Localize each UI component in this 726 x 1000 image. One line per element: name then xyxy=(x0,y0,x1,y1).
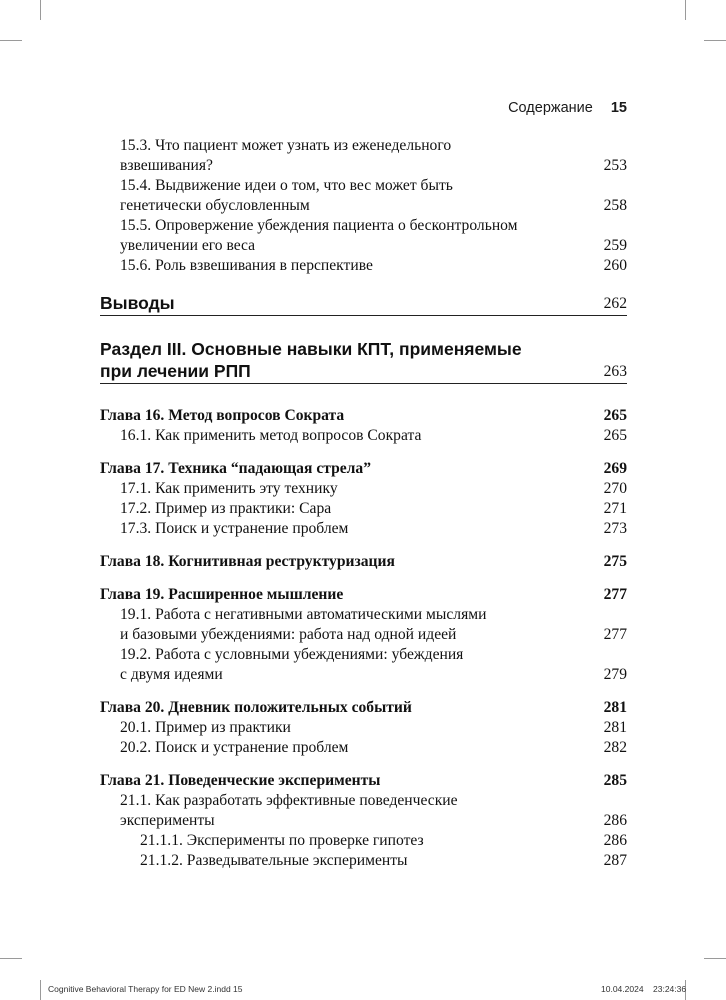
toc-entry-title xyxy=(100,698,627,718)
crop-mark xyxy=(40,980,41,1000)
toc-entry-chapter xyxy=(100,771,627,791)
toc-entry-title xyxy=(100,406,627,426)
toc-spacer xyxy=(100,384,627,406)
toc-entry-section xyxy=(100,338,627,384)
toc-entry-sub xyxy=(100,256,627,276)
toc-entry-line: 17.2. Пример из практики: Сара xyxy=(120,500,332,517)
toc-entry-line: взвешивания? xyxy=(120,157,213,174)
toc-entry-line: Раздел III. Основные навыки КПТ, применяемые xyxy=(100,339,522,359)
toc-entry-line: при лечении РПП xyxy=(100,361,251,381)
toc-entry-line: 21.1. Как разработать эффективные поведенческие xyxy=(120,792,458,809)
toc-page-number: 260 xyxy=(603,257,627,274)
toc-entry-sub xyxy=(100,738,627,758)
toc-entry-title xyxy=(120,426,627,446)
footer-time: 23:24:36 xyxy=(653,984,687,994)
toc-entry-line: и базовыми убеждениями: работа над одной идеей xyxy=(120,626,457,643)
toc-page-number: 287 xyxy=(603,852,627,869)
toc-entry-line: 19.1. Работа с негативными автоматическими мыслями xyxy=(120,606,487,623)
toc-entry-line: 19.2. Работа с условными убеждениями: убеждения xyxy=(120,646,464,663)
toc-page-number: 271 xyxy=(603,500,627,517)
toc-page-number: 286 xyxy=(603,832,627,849)
toc-entry-sub xyxy=(100,499,627,519)
toc-entry-title xyxy=(120,791,627,831)
toc-entry-chapter xyxy=(100,552,627,572)
toc-entry-sub xyxy=(100,176,627,216)
toc-entry-title xyxy=(120,738,627,758)
toc-entry-line: 17.1. Как применить эту технику xyxy=(120,480,338,497)
toc-entry-title xyxy=(120,136,627,176)
toc-entry-title xyxy=(100,292,627,314)
toc-entry-conclusion xyxy=(100,292,627,316)
crop-mark xyxy=(704,958,726,959)
toc-entry-title xyxy=(100,552,627,572)
toc-spacer xyxy=(100,316,627,338)
toc-entry-line: эксперименты xyxy=(120,812,215,829)
toc-entry-line: 20.1. Пример из практики xyxy=(120,719,291,736)
toc-page-number: 285 xyxy=(603,772,627,789)
toc-entry-sub xyxy=(100,479,627,499)
toc-entry-title xyxy=(120,519,627,539)
toc-page-number: 265 xyxy=(603,407,627,424)
toc-entry-chapter xyxy=(100,585,627,605)
toc-entry-line: 20.2. Поиск и устранение проблем xyxy=(120,739,349,756)
toc-spacer xyxy=(100,572,627,585)
toc-entry-sub xyxy=(100,645,627,685)
toc-entry-title xyxy=(120,216,627,256)
toc-page-number: 263 xyxy=(603,363,627,380)
toc-entry-line: Выводы xyxy=(100,293,175,313)
toc-page-number: 265 xyxy=(603,427,627,444)
toc-entry-title xyxy=(100,585,627,605)
toc-entry-line: 15.4. Выдвижение идеи о том, что вес может быть xyxy=(120,177,453,194)
footer-file: Cognitive Behavioral Therapy for ED New 2.indd 15 xyxy=(48,984,243,994)
toc-entry-sub xyxy=(100,426,627,446)
running-head xyxy=(508,100,627,116)
table-of-contents xyxy=(100,136,627,871)
toc-entry-chapter xyxy=(100,698,627,718)
running-head-title: Содержание xyxy=(508,100,593,116)
toc-entry-title xyxy=(120,256,627,276)
footer-date: 10.04.2024 xyxy=(601,984,644,994)
crop-mark xyxy=(685,0,686,20)
toc-entry-title xyxy=(120,645,627,685)
crop-mark xyxy=(704,40,726,41)
toc-entry-line: Глава 21. Поведенческие эксперименты xyxy=(100,772,381,789)
toc-page-number: 262 xyxy=(603,295,627,312)
toc-page-number: 275 xyxy=(603,553,627,570)
toc-page-number: 258 xyxy=(603,197,627,214)
crop-mark xyxy=(0,40,22,41)
toc-entry-line: 15.3. Что пациент может узнать из еженедельного xyxy=(120,137,452,154)
toc-entry-line: Глава 18. Когнитивная реструктуризация xyxy=(100,553,395,570)
toc-page-number: 286 xyxy=(603,812,627,829)
toc-entry-line: 21.1.2. Разведывательные эксперименты xyxy=(140,852,408,869)
toc-entry-sub xyxy=(100,519,627,539)
toc-page-number: 273 xyxy=(603,520,627,537)
toc-entry-sub xyxy=(100,216,627,256)
toc-spacer xyxy=(100,446,627,459)
toc-entry-line: 17.3. Поиск и устранение проблем xyxy=(120,520,349,537)
toc-spacer xyxy=(100,539,627,552)
toc-spacer xyxy=(100,685,627,698)
toc-entry-line: 15.5. Опровержение убеждения пациента о бесконтрольном xyxy=(120,217,518,234)
crop-mark xyxy=(0,958,22,959)
toc-entry-sub xyxy=(100,718,627,738)
toc-page-number: 277 xyxy=(603,586,627,603)
page-number: 15 xyxy=(610,100,627,116)
toc-entry-title xyxy=(140,831,627,851)
toc-entry-line: Глава 16. Метод вопросов Сократа xyxy=(100,407,345,424)
toc-page-number: 269 xyxy=(603,460,627,477)
toc-entry-title xyxy=(140,851,627,871)
toc-entry-line: 21.1.1. Эксперименты по проверке гипотез xyxy=(140,832,424,849)
toc-entry-sub xyxy=(100,791,627,831)
toc-entry-line: Глава 17. Техника “падающая стрела” xyxy=(100,460,372,477)
toc-entry-line: с двумя идеями xyxy=(120,666,223,683)
toc-entry-line: 16.1. Как применить метод вопросов Сократа xyxy=(120,427,422,444)
toc-entry-chapter xyxy=(100,459,627,479)
toc-entry-title xyxy=(120,605,627,645)
toc-entry-sub xyxy=(100,851,627,871)
toc-page-number: 259 xyxy=(603,237,627,254)
toc-entry-sub xyxy=(100,605,627,645)
toc-entry-line: Глава 19. Расширенное мышление xyxy=(100,586,344,603)
toc-page-number: 253 xyxy=(603,157,627,174)
toc-entry-title xyxy=(120,718,627,738)
toc-entry-line: увеличении его веса xyxy=(120,237,256,254)
toc-page-number: 282 xyxy=(603,739,627,756)
toc-entry-title xyxy=(120,479,627,499)
crop-mark xyxy=(40,0,41,20)
toc-entry-sub xyxy=(100,136,627,176)
toc-entry-line: 15.6. Роль взвешивания в перспективе xyxy=(120,257,373,274)
toc-spacer xyxy=(100,758,627,771)
toc-page-number: 270 xyxy=(603,480,627,497)
toc-entry-title xyxy=(120,499,627,519)
toc-entry-title xyxy=(100,459,627,479)
toc-entry-title xyxy=(100,771,627,791)
toc-entry-title xyxy=(100,338,627,382)
toc-entry-sub xyxy=(100,831,627,851)
toc-page-number: 277 xyxy=(603,626,627,643)
toc-entry-line: Глава 20. Дневник положительных событий xyxy=(100,699,412,716)
toc-page-number: 281 xyxy=(603,699,627,716)
toc-page-number: 279 xyxy=(603,666,627,683)
toc-entry-title xyxy=(120,176,627,216)
toc-spacer xyxy=(100,276,627,292)
toc-page-number: 281 xyxy=(603,719,627,736)
toc-entry-line: генетически обусловленным xyxy=(120,197,310,214)
toc-entry-chapter xyxy=(100,406,627,426)
